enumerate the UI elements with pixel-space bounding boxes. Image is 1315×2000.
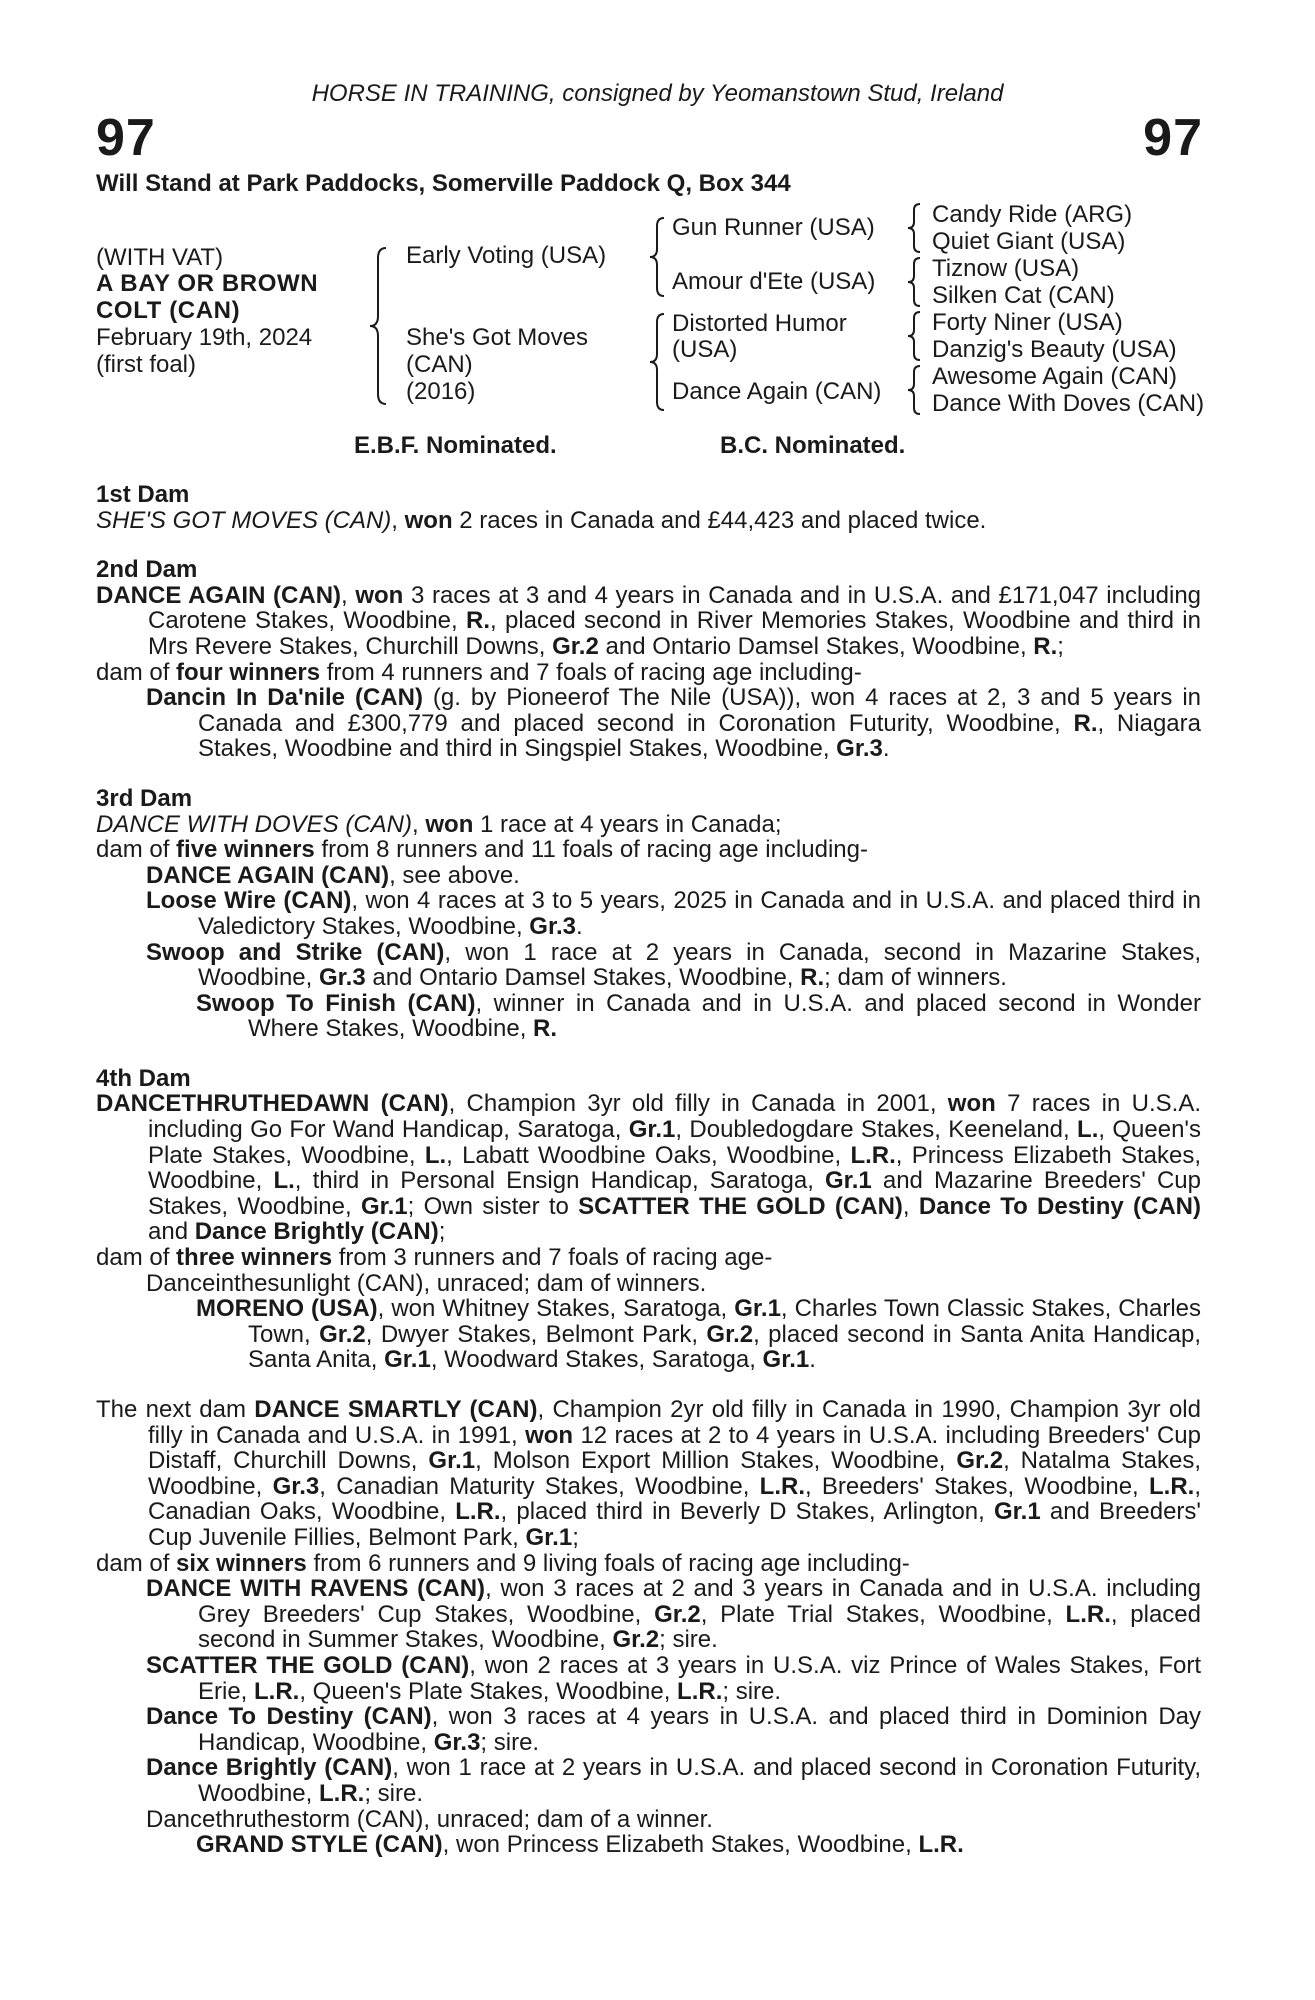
text-run: from 3 runners and 7 foals of racing age- (332, 1244, 773, 1272)
text-run: R. (1073, 709, 1098, 737)
vat-note: (WITH VAT) (96, 244, 224, 271)
text-run: DANCE WITH DOVES (CAN) (96, 810, 413, 838)
second-dam-produce-summary (96, 660, 1201, 686)
next-dam-produce-3 (96, 1704, 1201, 1755)
text-run: from 4 runners and 7 foals of racing age including- (320, 658, 862, 686)
gg-dds: Awesome Again (CAN) (932, 363, 1177, 390)
text-run: 1 race at 4 years in Canada; (473, 810, 782, 838)
text-run: SCATTER THE GOLD (CAN) (578, 1192, 903, 1220)
text-run: dam of (96, 836, 177, 864)
text-run: R. (533, 1015, 558, 1043)
first-dam-won: won (404, 506, 453, 534)
fourth-dam-grand-produce-1 (96, 1296, 1201, 1373)
second-dam-produce-1 (96, 685, 1201, 762)
text-run: and Ontario Damsel Stakes, Woodbine, (598, 632, 1034, 660)
first-dam-section (96, 482, 1201, 533)
text-run: , see above. (389, 861, 520, 889)
foaling-date: February 19th, 2024 (96, 324, 313, 351)
lot-number-left: 97 (96, 109, 156, 167)
text-run: L.R. (455, 1498, 501, 1526)
text-run: Gr.1 (384, 1346, 431, 1374)
fourth-dam-section (96, 1066, 1201, 1373)
gg-brace-1 (906, 202, 924, 254)
text-run: Swoop and Strike (CAN) (146, 938, 445, 966)
dam-name-line2: (CAN) (406, 351, 473, 378)
text-run: L.R. (850, 1141, 896, 1169)
third-dam-section (96, 786, 1201, 1042)
text-run: . (809, 1346, 816, 1374)
text-run: Gr.3 (433, 1728, 481, 1756)
text-run: , placed second in Santa Anita Handicap, Santa Anita, (248, 1320, 1201, 1374)
text-run: , placed third in Beverly D Stakes, Arlington, (500, 1498, 994, 1526)
text-run: , won 1 race at 2 years in Canada, second in Mazarine Stakes, Woodbine, (198, 938, 1201, 992)
text-run: , won 2 races at 3 years in U.S.A. viz Prince of Wales Stakes, Fort Erie, (198, 1651, 1201, 1705)
text-run: L.R. (318, 1779, 365, 1807)
text-run: Gr.1 (993, 1498, 1041, 1526)
third-dam-record (96, 812, 1201, 838)
text-run: L. (424, 1141, 447, 1169)
text-run: and Breeders' Cup Juvenile Fillies, Belmont Park, (148, 1498, 1201, 1551)
text-run: ; sire. (722, 1677, 782, 1705)
text-run: , won 1 race at 2 years in U.S.A. and placed second in Coronation Futurity, Woodbine, (198, 1754, 1201, 1807)
text-run: , (902, 1192, 919, 1220)
text-run: , Labatt Woodbine Oaks, Woodbine, (446, 1141, 851, 1169)
text-run: , (412, 810, 426, 838)
pedigree-brace (368, 246, 392, 406)
stand-location: Will Stand at Park Paddocks, Somerville Paddock Q, Box 344 (96, 170, 791, 197)
text-run: L.R. (1065, 1600, 1111, 1628)
next-dam-produce-summary (96, 1551, 1201, 1577)
second-dam-heading: 2nd Dam (96, 556, 198, 584)
text-run: , (341, 581, 356, 609)
text-run: Dance Brightly (CAN) (146, 1754, 393, 1782)
text-run: L.R. (759, 1472, 805, 1500)
fourth-dam-record (96, 1091, 1201, 1245)
gg-dss: Forty Niner (USA) (932, 309, 1123, 336)
next-dam-record (96, 1397, 1201, 1551)
text-run: Danceinthesunlight (CAN), unraced; dam of winners. (146, 1269, 707, 1297)
text-run: , Woodward Stakes, Saratoga, (430, 1346, 763, 1374)
text-run: 7 races in U.S.A. including Go For Wand Handicap, Saratoga, (148, 1090, 1202, 1144)
text-run: . (576, 912, 583, 940)
text-run: Gr.1 (360, 1192, 408, 1220)
gg-brace-4 (906, 364, 924, 416)
text-run: , Natalma Stakes, Woodbine, (148, 1447, 1201, 1500)
text-run: L. (273, 1167, 295, 1195)
text-run: Gr.1 (762, 1346, 810, 1374)
text-run: Dancin In Da'nile (CAN) (146, 684, 423, 712)
text-run: , Plate Trial Stakes, Woodbine, (700, 1600, 1066, 1628)
text-run: 3 races at 3 and 4 years in Canada and in U.S.A. and £171,047 including Carotene Stakes, Woodbine, (148, 581, 1202, 635)
sire-sire: Gun Runner (USA) (672, 214, 875, 241)
dam-sire-line2: (USA) (672, 336, 738, 363)
text-run: , Charles Town Classic Stakes, Charles Town, (248, 1295, 1202, 1348)
bc-nomination: B.C. Nominated. (720, 432, 906, 459)
next-dam-produce-2 (96, 1653, 1201, 1704)
text-run: from 8 runners and 11 foals of racing age including- (314, 836, 868, 864)
text-run: Gr.1 (525, 1523, 573, 1551)
text-run: Dance To Destiny (CAN) (918, 1192, 1201, 1220)
text-run: ; sire. (364, 1779, 423, 1807)
third-dam-heading: 3rd Dam (96, 784, 193, 812)
gg-sds: Tiznow (USA) (932, 255, 1080, 282)
second-dam-record (96, 583, 1201, 660)
fourth-dam-heading: 4th Dam (96, 1064, 191, 1092)
text-run: L.R. (677, 1677, 723, 1705)
text-run: Gr.1 (825, 1167, 872, 1195)
text-run: Gr.3 (529, 912, 576, 940)
text-run: , won 3 races at 2 and 3 years in Canada and in U.S.A. including Grey Breeders' Cup Stakes, Woodbine, (198, 1575, 1201, 1628)
dam-name-line1: She's Got Moves (406, 324, 588, 351)
next-dam-produce-1 (96, 1576, 1201, 1653)
gg-brace-3 (906, 310, 924, 362)
first-dam-text (96, 508, 1201, 534)
sire-dam: Amour d'Ete (USA) (672, 268, 876, 295)
text-run: GRAND STYLE (CAN) (196, 1831, 443, 1859)
page-header: HORSE IN TRAINING, consigned by Yeomanstown Stud, Ireland (311, 80, 1004, 107)
gg-ddd: Dance With Doves (CAN) (932, 390, 1205, 417)
text-run: , placed second in River Memories Stakes, Woodbine and third in Mrs Revere Stakes, Churchill Downs, (148, 607, 1201, 660)
text-run: Gr.1 (734, 1295, 781, 1323)
gg-sss: Candy Ride (ARG) (932, 201, 1133, 228)
text-run: , third in Personal Ensign Handicap, Saratoga, (294, 1167, 826, 1195)
text-run: L.R. (918, 1831, 964, 1859)
text-run: Gr.2 (654, 1600, 701, 1628)
text-run: , Niagara Stakes, Woodbine and third in Singspiel Stakes, Woodbine, (198, 709, 1201, 763)
text-run: five winners (176, 836, 315, 864)
fourth-dam-produce-summary (96, 1245, 1201, 1271)
text-run: Gr.3 (318, 964, 366, 992)
text-run: Gr.2 (552, 632, 599, 660)
text-run: , Doubledogdare Stakes, Keeneland, (675, 1116, 1078, 1144)
text-run: , Dwyer Stakes, Belmont Park, (365, 1320, 707, 1348)
text-run: DANCE AGAIN (CAN) (146, 861, 390, 889)
gg-sdd: Silken Cat (CAN) (932, 282, 1115, 309)
text-run: Gr.2 (612, 1626, 660, 1654)
text-run: Dance To Destiny (CAN) (146, 1703, 432, 1731)
text-run: , Queen's Plate Stakes, Woodbine, (148, 1116, 1202, 1169)
text-run: Dance Brightly (CAN) (194, 1218, 439, 1246)
text-run: Dancethruthestorm (CAN), unraced; dam of a winner. (146, 1805, 713, 1833)
text-run: SCATTER THE GOLD (CAN) (146, 1651, 470, 1679)
text-run: L.R. (254, 1677, 300, 1705)
text-run: , Princess Elizabeth Stakes, Woodbine, (148, 1141, 1201, 1195)
text-run: four winners (176, 658, 321, 686)
text-run: Gr.1 (428, 1447, 476, 1475)
text-run: , won 3 races at 4 years in U.S.A. and placed third in Dominion Day Handicap, Woodbine, (198, 1703, 1201, 1756)
text-run: ; dam of winners. (824, 964, 1007, 992)
text-run: and Ontario Damsel Stakes, Woodbine, (365, 964, 801, 992)
horse-description-line2: COLT (CAN) (96, 297, 241, 324)
text-run: DANCETHRUTHEDAWN (CAN) (96, 1090, 449, 1118)
gg-brace-2 (906, 256, 924, 308)
text-run: ; (572, 1523, 579, 1551)
text-run: L. (1077, 1116, 1099, 1144)
second-dam-section (96, 557, 1201, 762)
text-run: MORENO (USA) (196, 1295, 378, 1323)
third-dam-produce-summary (96, 837, 1201, 863)
text-run: Gr.2 (319, 1320, 366, 1348)
text-run: won (947, 1090, 996, 1118)
text-run: ; (438, 1218, 446, 1246)
third-dam-produce-3 (96, 940, 1201, 991)
text-run: , won Princess Elizabeth Stakes, Woodbine, (442, 1831, 919, 1859)
text-run: dam of (96, 1549, 177, 1577)
text-run: , Molson Export Million Stakes, Woodbine, (475, 1447, 957, 1475)
next-dam-section (96, 1397, 1201, 1858)
text-run: and Mazarine Breeders' Cup Stakes, Woodbine, (148, 1167, 1201, 1220)
first-dam-name: SHE'S GOT MOVES (CAN) (96, 506, 392, 534)
first-dam-sep: , (391, 506, 405, 534)
text-run: Gr.2 (706, 1320, 754, 1348)
gg-dsd: Danzig's Beauty (USA) (932, 336, 1177, 363)
text-run: . (882, 735, 890, 763)
text-run: ; sire. (480, 1728, 540, 1756)
text-run: ; sire. (659, 1626, 718, 1654)
text-run: won (355, 581, 404, 609)
text-run: , Queen's Plate Stakes, Woodbine, (299, 1677, 678, 1705)
text-run: won (425, 810, 474, 838)
dam-name-line3: (2016) (406, 378, 476, 405)
text-run: L.R. (1148, 1472, 1195, 1500)
text-run: (g. by Pioneerof The Nile (USA)), won 4 races at 2, 3 and 5 years in Canada and £300,779 and placed second in Coronation Futurity, Woodbine, (198, 684, 1201, 737)
third-dam-produce-2 (96, 888, 1201, 939)
ebf-nomination: E.B.F. Nominated. (354, 432, 557, 459)
text-run: The next dam (96, 1396, 255, 1423)
text-run: Gr.2 (956, 1447, 1004, 1475)
sire-name: Early Voting (USA) (406, 242, 607, 269)
third-dam-grand-produce-1 (96, 991, 1201, 1042)
next-dam-produce-4 (96, 1755, 1201, 1806)
text-run: DANCE SMARTLY (CAN) (254, 1396, 538, 1423)
text-run: R. (1033, 632, 1058, 660)
third-dam-produce-1 (96, 863, 1201, 889)
foal-note: (first foal) (96, 351, 197, 378)
next-dam-grand-produce-1 (96, 1832, 1201, 1858)
text-run: six winners (176, 1549, 307, 1577)
fourth-dam-produce-1 (96, 1271, 1201, 1297)
text-run: ; (1057, 632, 1064, 660)
dam-dam: Dance Again (CAN) (672, 378, 882, 405)
first-dam-heading: 1st Dam (96, 481, 190, 508)
dam-sire-line1: Distorted Humor (672, 310, 847, 337)
text-run: ; Own sister to (407, 1192, 579, 1220)
dam-brace (648, 312, 668, 412)
text-run: , won Whitney Stakes, Saratoga, (377, 1295, 735, 1323)
text-run: from 6 runners and 9 living foals of racing age including- (306, 1549, 910, 1577)
horse-description-line1: A BAY OR BROWN (96, 270, 319, 297)
text-run: , Champion 2yr old filly in Canada in 1990, Champion 3yr old filly in Canada and U.S.A. in 1991, (148, 1396, 1201, 1449)
text-run: R. (466, 607, 490, 635)
text-run: 12 races at 2 to 4 years in U.S.A. including Breeders' Cup Distaff, Churchill Downs, (148, 1421, 1201, 1475)
text-run: DANCE AGAIN (CAN) (96, 581, 342, 609)
text-run: , winner in Canada and in U.S.A. and placed second in Wonder Where Stakes, Woodbine, (248, 989, 1201, 1043)
text-run: R. (800, 964, 825, 992)
text-run: and (148, 1218, 195, 1246)
text-run: Swoop To Finish (CAN) (196, 989, 476, 1017)
text-run: , won 4 races at 3 to 5 years, 2025 in Canada and in U.S.A. and placed third in Valedictory Stakes, Woodbine, (198, 887, 1201, 940)
catalogue-body (96, 482, 1201, 1858)
text-run: , Canadian Maturity Stakes, Woodbine, (319, 1472, 760, 1500)
lot-number-right: 97 (1143, 109, 1203, 167)
gg-ssd: Quiet Giant (USA) (932, 228, 1126, 255)
text-run: Gr.1 (628, 1116, 676, 1144)
text-run: , Canadian Oaks, Woodbine, (148, 1472, 1201, 1526)
text-run: Loose Wire (CAN) (146, 887, 352, 915)
text-run: , Breeders' Stakes, Woodbine, (804, 1472, 1149, 1500)
next-dam-produce-5 (96, 1807, 1201, 1833)
text-run: three winners (176, 1244, 333, 1272)
text-run: , placed second in Summer Stakes, Woodbine, (198, 1600, 1201, 1654)
text-run: DANCE WITH RAVENS (CAN) (146, 1575, 486, 1603)
text-run: , Champion 3yr old filly in Canada in 2001, (448, 1090, 948, 1118)
text-run: won (525, 1421, 574, 1449)
text-run: dam of (96, 1244, 177, 1272)
text-run: Gr.3 (272, 1472, 320, 1500)
first-dam-record: 2 races in Canada and £44,423 and placed twice. (452, 506, 987, 534)
sire-brace (648, 216, 668, 298)
text-run: dam of (96, 658, 177, 686)
text-run: Gr.3 (836, 735, 883, 763)
